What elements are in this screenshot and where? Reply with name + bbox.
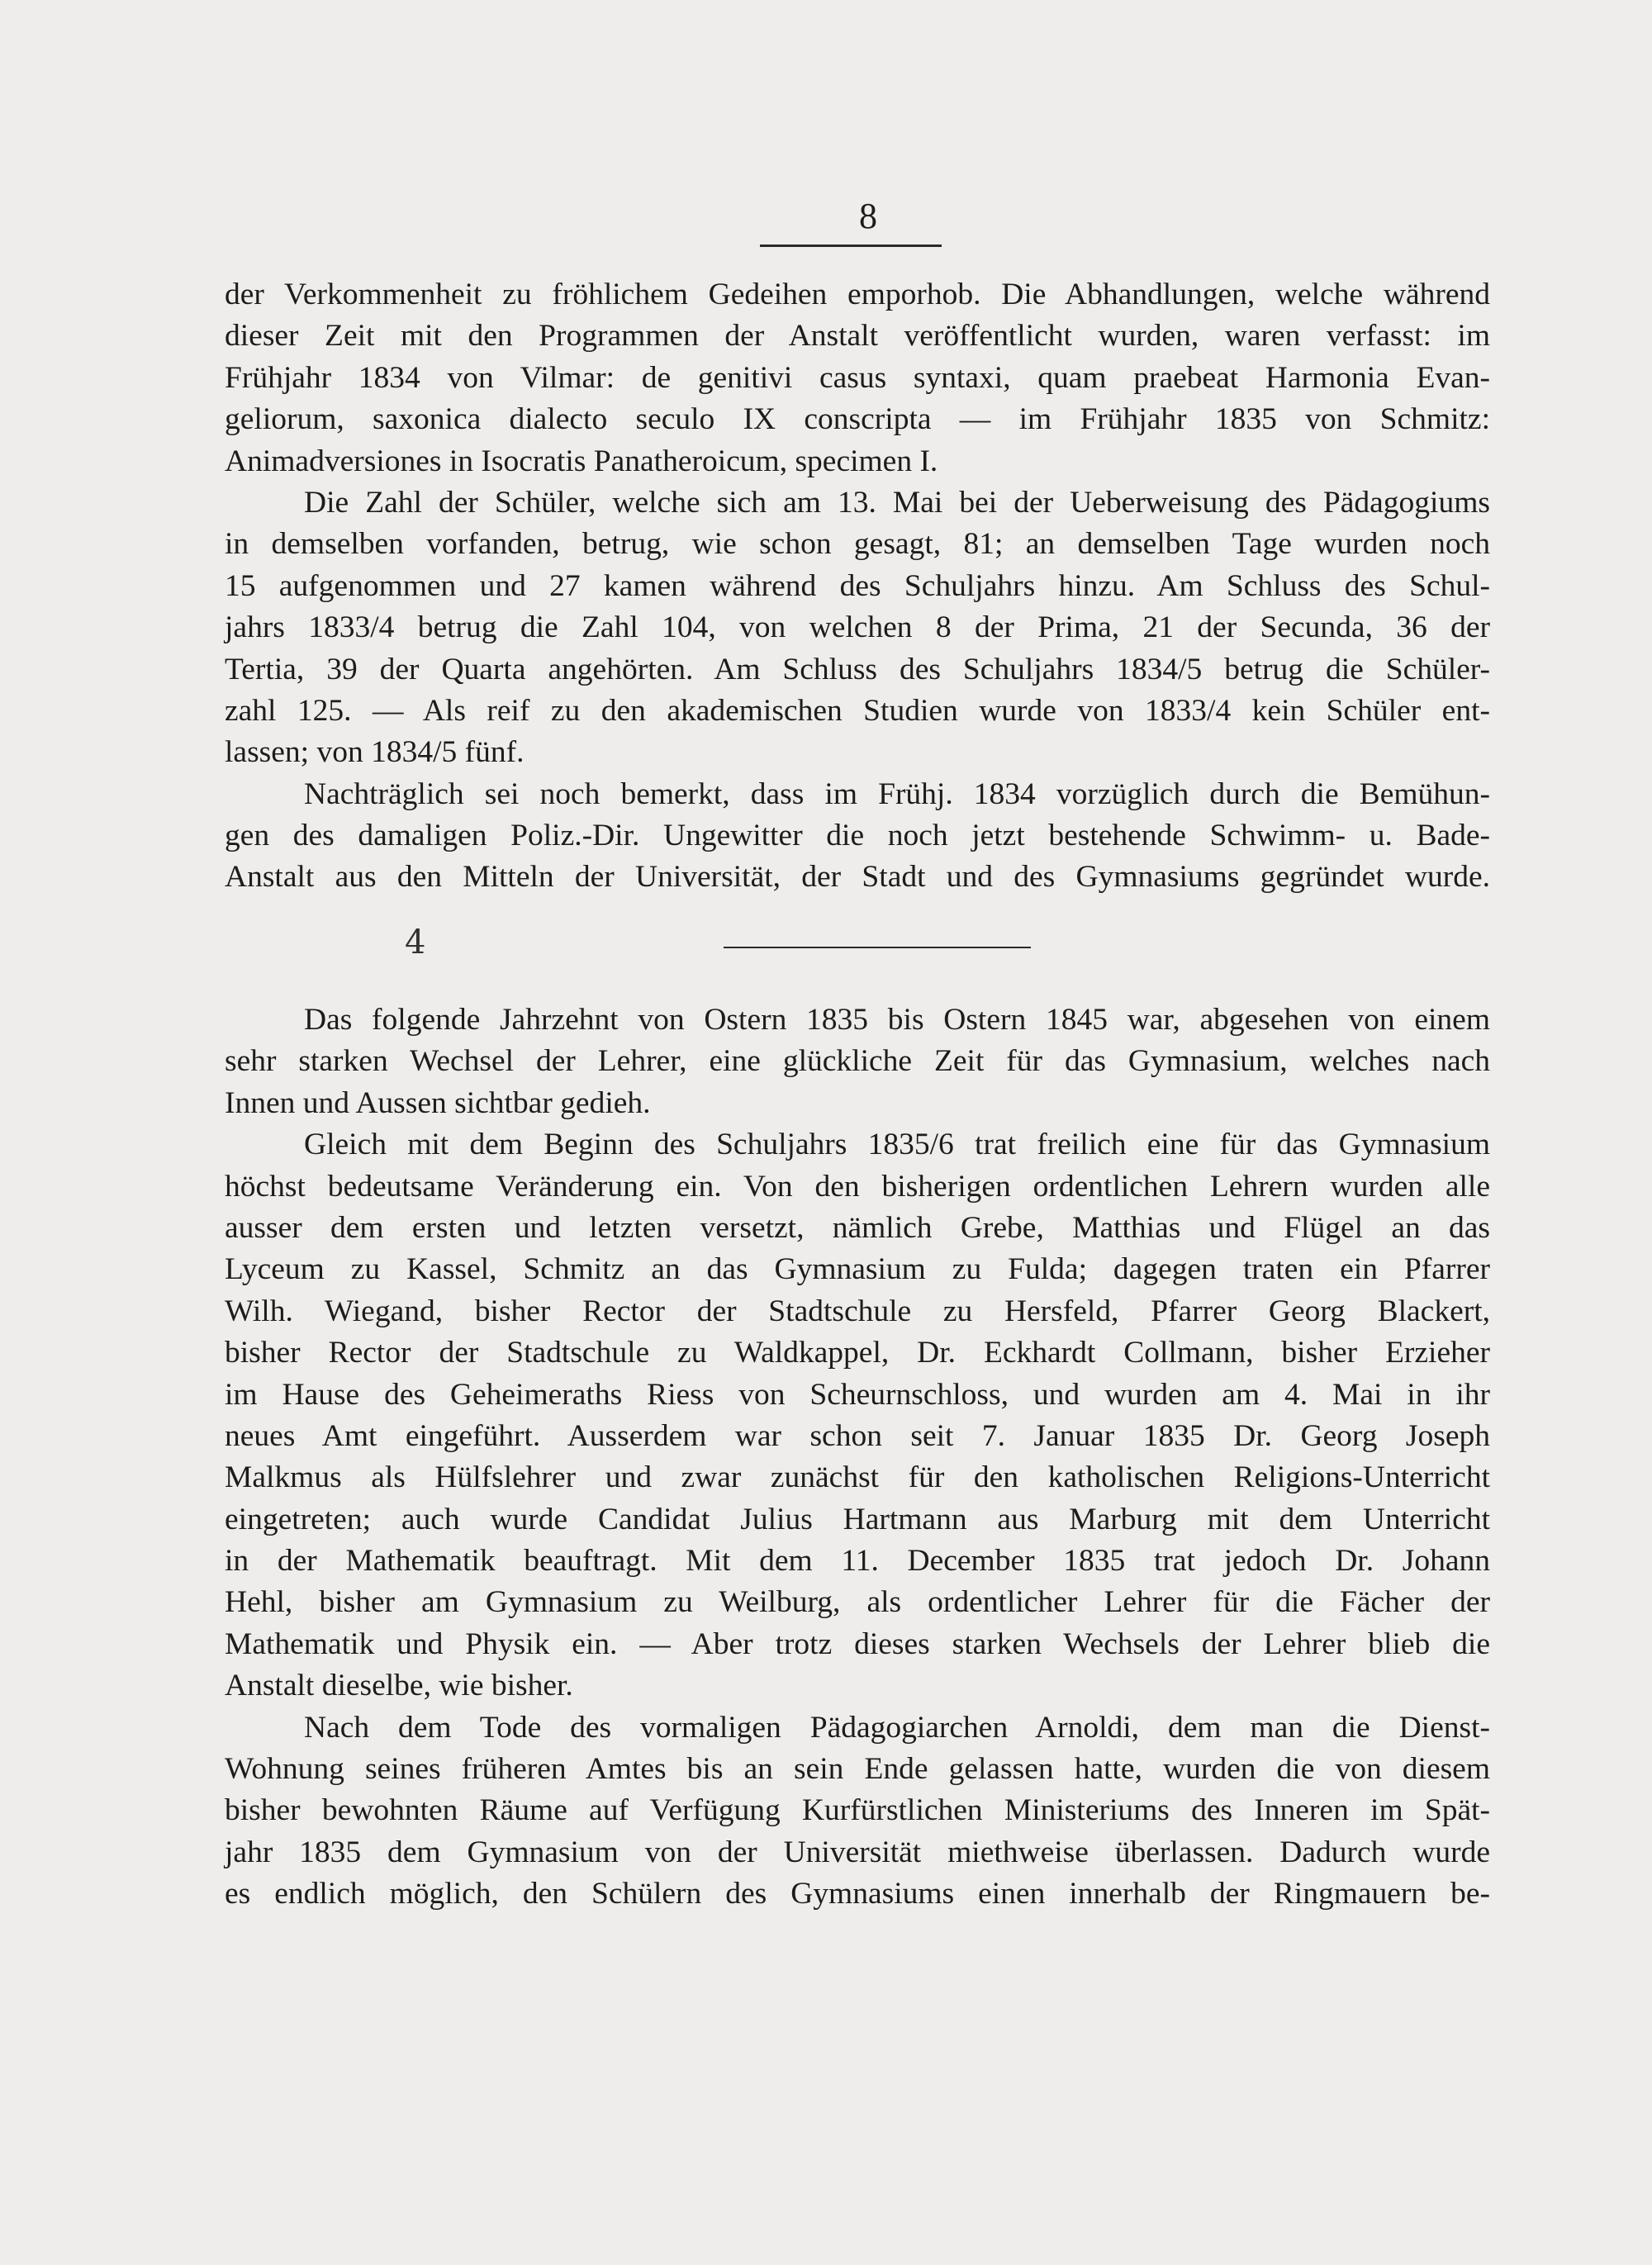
text-line: ausser dem ersten und letzten versetzt, nämlich Grebe, Matthias und Flügel an das [225,1210,1490,1245]
text-line: es endlich möglich, den Schülern des Gymnasiums einen innerhalb der Ringmauern be- [225,1877,1490,1911]
text-line: bisher Rector der Stadtschule zu Waldkappel, Dr. Eckhardt Collmann, bisher Erzieher [225,1336,1490,1370]
text-line: in der Mathematik beauftragt. Mit dem 11. December 1835 trat jedoch Dr. Johann [225,1544,1490,1579]
text-line: sehr starken Wechsel der Lehrer, eine glückliche Zeit für das Gymnasium, welches nach [225,1044,1490,1079]
text-line: geliorum, saxonica dialecto seculo IX conscripta — im Frühjahr 1835 von Schmitz: [225,402,1490,437]
section-2-text [225,1000,1490,1916]
text-line: in demselben vorfanden, betrug, wie schon gesagt, 81; an demselben Tage wurden noch [225,527,1490,562]
page-number: 8 [859,196,877,236]
text-line: im Hause des Geheimeraths Riess von Scheurnschloss, und wurden am 4. Mai in ihr [225,1377,1490,1412]
text-line: Wilh. Wiegand, bisher Rector der Stadtschule zu Hersfeld, Pfarrer Georg Blackert, [225,1294,1490,1328]
text-line: Die Zahl der Schüler, welche sich am 13. Mai bei der Ueberweisung des Pädagogiums [304,485,1490,520]
text-line: Lyceum zu Kassel, Schmitz an das Gymnasium zu Fulda; dagegen traten ein Pfarrer [225,1252,1490,1287]
header-rule [760,245,942,247]
text-line: lassen; von 1834/5 fünf. [225,735,525,770]
text-line: Anstalt dieselbe, wie bisher. [225,1669,573,1703]
text-line: neues Amt eingeführt. Ausserdem war schon seit 7. Januar 1835 Dr. Georg Joseph [225,1418,1490,1453]
margin-mark: 4 [405,924,426,962]
text-line: höchst bedeutsame Veränderung ein. Von den bisherigen ordentlichen Lehrern wurden alle [225,1169,1490,1204]
text-line: Tertia, 39 der Quarta angehörten. Am Schluss des Schuljahrs 1834/5 betrug die Schüler- [225,652,1490,686]
text-line: Animadversiones in Isocratis Panatheroicum, specimen I. [225,444,938,478]
text-line: eingetreten; auch wurde Candidat Julius Hartmann aus Marburg mit dem Unterricht [225,1502,1490,1536]
text-line: jahr 1835 dem Gymnasium von der Universität miethweise überlassen. Dadurch wurde [225,1835,1490,1869]
text-line: Nach dem Tode des vormaligen Pädagogiarchen Arnoldi, dem man die Dienst- [304,1710,1490,1745]
text-line: Malkmus als Hülfslehrer und zwar zunächst für den katholischen Religions-Unterricht [225,1460,1490,1495]
section-divider-rule [724,947,1031,948]
text-line: zahl 125. — Als reif zu den akademischen Studien wurde von 1833/4 kein Schüler ent- [225,693,1490,728]
text-line: Anstalt aus den Mitteln der Universität, der Stadt und des Gymnasiums gegründet wurde. [225,860,1490,895]
text-line: dieser Zeit mit den Programmen der Anstalt veröffentlicht wurden, waren verfasst: im [225,319,1490,354]
text-line: Hehl, bisher am Gymnasium zu Weilburg, als ordentlicher Lehrer für die Fächer der [225,1585,1490,1620]
text-line: Mathematik und Physik ein. — Aber trotz dieses starken Wechsels der Lehrer blieb die [225,1626,1490,1661]
text-line: der Verkommenheit zu fröhlichem Gedeihen emporhob. Die Abhandlungen, welche während [225,278,1490,311]
text-line: Wohnung seines früheren Amtes bis an sein Ende gelassen hatte, wurden die von diesem [225,1752,1490,1787]
text-line: gen des damaligen Poliz.-Dir. Ungewitter die noch jetzt bestehende Schwimm- u. Bade- [225,819,1490,853]
text-line: Frühjahr 1834 von Vilmar: de genitivi casus syntaxi, quam praebeat Harmonia Evan- [225,360,1490,395]
text-line: Innen und Aussen sichtbar gedieh. [225,1085,651,1120]
text-line: jahrs 1833/4 betrug die Zahl 104, von welchen 8 der Prima, 21 der Secunda, 36 der [225,610,1490,645]
text-line: Das folgende Jahrzehnt von Ostern 1835 bis Ostern 1845 war, abgesehen von einem [304,1003,1490,1037]
text-line: bisher bewohnten Räume auf Verfügung Kurfürstlichen Ministeriums des Inneren im Spät- [225,1793,1490,1828]
section-1-text [225,274,1490,899]
text-line: Nachträglich sei noch bemerkt, dass im Frühj. 1834 vorzüglich durch die Bemühun- [304,776,1490,811]
text-line: Gleich mit dem Beginn des Schuljahrs 1835/6 trat freilich eine für das Gymnasium [304,1128,1490,1162]
text-line: 15 aufgenommen und 27 kamen während des Schuljahrs hinzu. Am Schluss des Schul- [225,568,1490,603]
